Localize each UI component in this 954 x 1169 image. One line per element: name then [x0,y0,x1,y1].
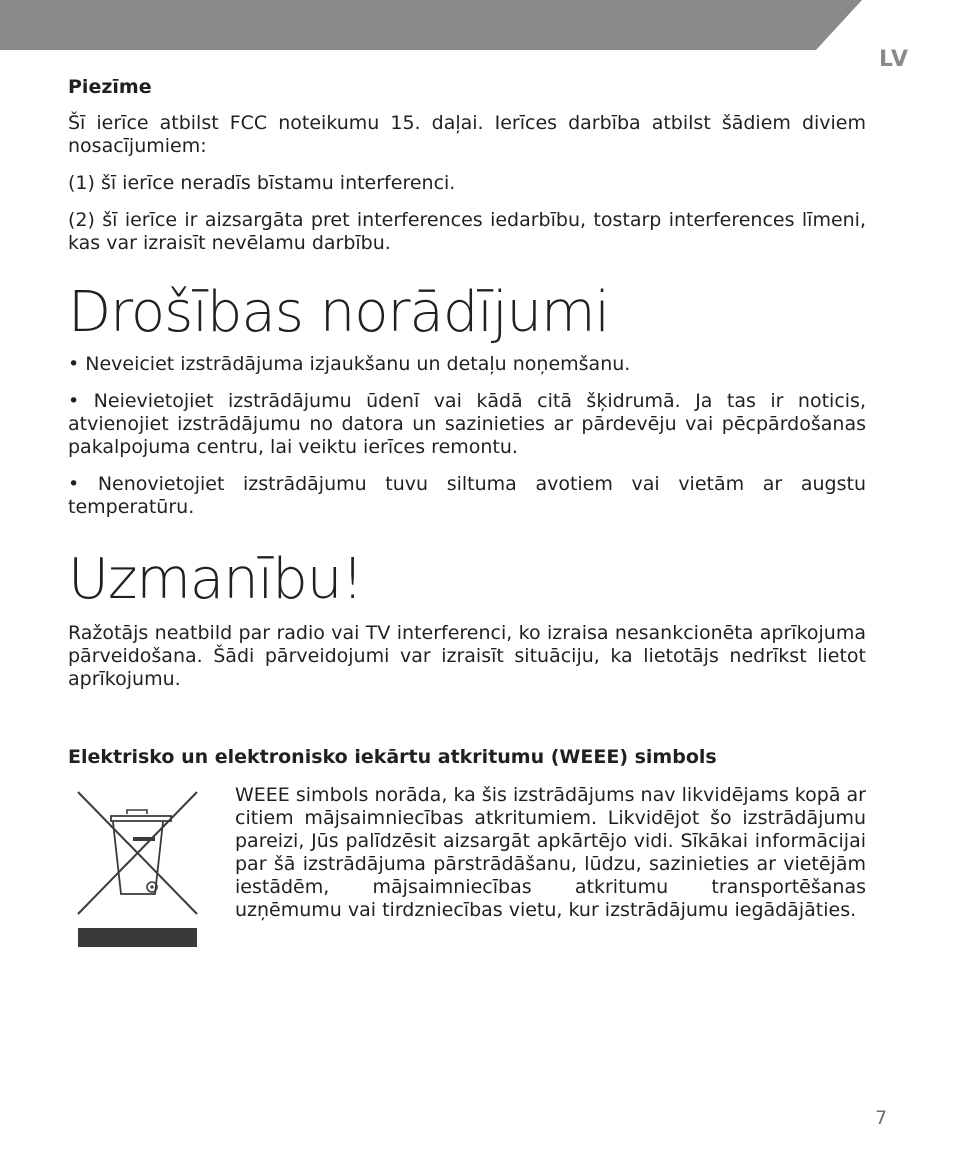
weee-heading-block [68,745,866,769]
note-condition-2: (2) šī ierīce ir aizsargāta pret interferences iedarbību, tostarp interferences līmeni, kas var izraisīt nevēlamu darbību. [68,209,866,254]
note-paragraph: Šī ierīce atbilst FCC noteikumu 15. daļai. Ierīces darbība atbilst šādiem diviem nosacījumiem: [68,112,866,157]
weee-description: WEEE simbols norāda, ka šis izstrādājums nav likvidējams kopā ar citiem mājsaimniecības atkritumiem. Likvidējot šo izstrādājumu pareizi, Jūs palīdzēsit aizsargāt apkārtējo vidi. Sīkākai informācijai par šā izstrādājuma pārstrādāšanu, lūdzu, sazinieties ar vietējām iestādēm, mājsaimniecības atkritumu transportēšanas uzņēmumu vai tirdzniecības vietu, kur izstrādājumu iegādājāties. [235,784,866,921]
safety-section [68,281,866,519]
safety-item: • Neievietojiet izstrādājumu ūdenī vai kādā citā šķidrumā. Ja tas ir noticis, atvienojiet izstrādājumu no datora un sazinieties ar pārdevēju vai pēcpārdošanas pakalpojuma centru, lai veiktu ierīces remontu. [68,390,866,458]
caution-text: Ražotājs neatbild par radio vai TV interferenci, ko izraisa nesankcionēta aprīkojuma pārveidošana. Šādi pārveidojumi var izraisīt situāciju, ka lietotājs nedrīkst lietot aprīkojumu. [68,622,866,690]
safety-item: • Neveiciet izstrādājuma izjaukšanu un detaļu noņemšanu. [68,353,631,375]
caution-section [68,548,866,691]
weee-heading: Elektrisko un elektronisko iekārtu atkritumu (WEEE) simbols [68,746,717,768]
caution-title: Uzmanību! [68,547,363,612]
weee-text-block [235,784,866,922]
note-heading: Piezīme [68,76,152,98]
page-number: 7 [875,1107,888,1129]
note-section [68,75,866,255]
note-condition-1: (1) šī ierīce neradīs bīstamu interferenci. [68,172,456,194]
crossed-out-wheelie-bin-icon [75,788,200,950]
safety-item: • Nenovietojiet izstrādājumu tuvu siltuma avotiem vai vietām ar augstu temperatūru. [68,473,866,518]
safety-title: Drošības norādījumi [68,280,610,345]
header-banner [0,0,954,50]
language-code: LV [878,47,909,72]
